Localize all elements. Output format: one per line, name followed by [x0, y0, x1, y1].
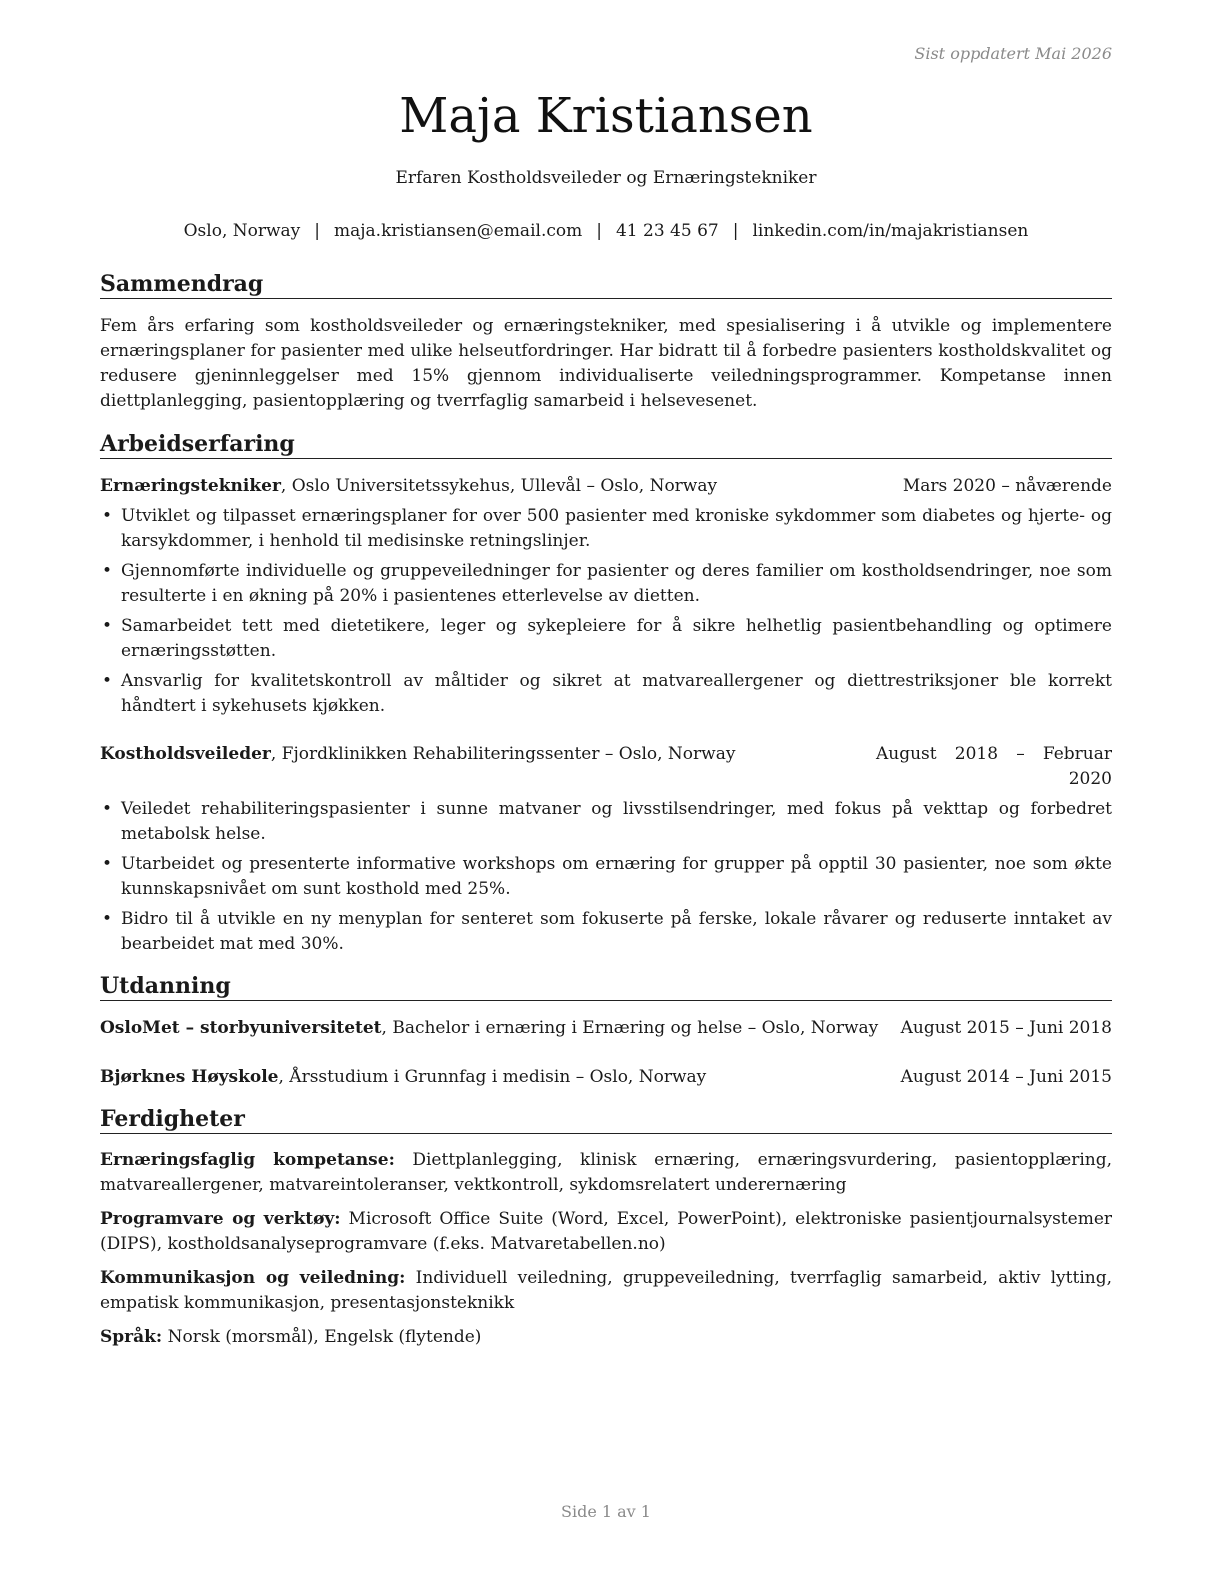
list-item: • Bidro til å utvikle en ny menyplan for senteret som fokuserte på ferske, lokale råvarer og reduserte inntaket av bearbeidet mat med 30%.: [100, 907, 1112, 957]
job-dates: August 2018 – Februar 2020: [876, 744, 1112, 789]
list-item: • Samarbeidet tett med dietetikere, leger og sykepleiere for å sikre helhetlig pasientbehandling og optimere ernæringsstøtten.: [100, 614, 1112, 664]
job-role: Kostholdsveileder: [100, 744, 271, 764]
contact-email[interactable]: maja.kristiansen@email.com: [334, 221, 583, 241]
education-dates: August 2015 – Juni 2018: [900, 1018, 1112, 1038]
education-entry: [100, 1065, 1112, 1090]
skill-label: Ernæringsfaglig kompetanse:: [100, 1150, 395, 1170]
job-dates: Mars 2020 – nåværende: [902, 476, 1112, 496]
skill-group: [100, 1266, 1112, 1316]
list-item: • Ansvarlig for kvalitetskontroll av måltider og sikret at matvareallergener og diettrestriksjoner ble korrekt håndtert i sykehusets kjøkken.: [100, 669, 1112, 719]
list-item: • Utviklet og tilpasset ernæringsplaner for over 500 pasienter med kroniske sykdommer som diabetes og hjerte- og karsykdommer, i henhold til medisinske retningslinjer.: [100, 504, 1112, 554]
contact-line: [100, 219, 1112, 243]
list-item: • Utarbeidet og presenterte informative workshops om ernæring for grupper på opptil 30 pasienter, noe som økte kunnskapsnivået om sunt kosthold med 25%.: [100, 852, 1112, 902]
job-employer: , Oslo Universitetssykehus, Ullevål – Oslo, Norway: [280, 476, 718, 496]
contact-separator: |: [732, 221, 739, 241]
contact-linkedin[interactable]: linkedin.com/in/majakristiansen: [752, 221, 1029, 241]
job-header: [100, 742, 1112, 792]
skill-group: [100, 1207, 1112, 1257]
skill-group: [100, 1148, 1112, 1198]
list-item: • Gjennomførte individuelle og gruppeveiledninger for pasienter og deres familier om kostholdsendringer, noe som resulterte i en økning på 20% i pasientenes etterlevelse av dietten.: [100, 559, 1112, 609]
summary-text: Fem års erfaring som kostholdsveileder og ernæringstekniker, med spesialisering i å utvikle og implementere ernæringsplaner for pasienter med ulike helseutfordringer. Har bidratt til å forbedre pasienters kostholdskvalitet og redusere gjeninnleggelser med 15% gjennom individualiserte veiledningsprogrammer. Kompetanse innen diettplanlegging, pasientopplæring og tverrfaglig samarbeid i helsevesenet.: [100, 316, 1112, 411]
skill-label: Kommunikasjon og veiledning:: [100, 1268, 406, 1288]
education-detail: , Årsstudium i Grunnfag i medisin – Oslo, Norway: [278, 1067, 707, 1087]
skill-label: Programvare og verktøy:: [100, 1209, 341, 1229]
job-header: [100, 474, 1112, 499]
last-updated: Sist oppdatert Mai 2026: [914, 44, 1112, 63]
contact-phone: 41 23 45 67: [615, 221, 719, 241]
job-role: Ernæringstekniker: [100, 476, 281, 496]
list-item: • Veiledet rehabiliteringspasienter i sunne matvaner og livsstilsendringer, med fokus på vekttap og forbedret metabolsk helse.: [100, 797, 1112, 847]
education-school: Bjørknes Høyskole: [100, 1067, 279, 1087]
section-heading-education: Utdanning: [100, 972, 1112, 1001]
job-bullets: [100, 797, 1112, 962]
resume-page: [100, 0, 1112, 1584]
section-heading-summary: Sammendrag: [100, 270, 1112, 299]
section-heading-experience: Arbeidserfaring: [100, 430, 1112, 459]
person-name: Maja Kristiansen: [399, 88, 813, 144]
job-employer: , Fjordklinikken Rehabiliteringssenter – Oslo, Norway: [270, 744, 736, 764]
skill-text: Norsk (morsmål), Engelsk (flytende): [162, 1327, 482, 1347]
contact-location: Oslo, Norway: [183, 221, 301, 241]
education-dates: August 2014 – Juni 2015: [900, 1067, 1112, 1087]
job-bullets: [100, 504, 1112, 724]
skill-text: Individuell veiledning, gruppeveiledning, tverrfaglig samarbeid, aktiv lytting, empatisk kommunikasjon, presentasjonsteknikk: [100, 1268, 1112, 1313]
professional-title: Erfaren Kostholdsveileder og Ernæringstekniker: [395, 168, 817, 188]
skill-text: Diettplanlegging, klinisk ernæring, ernæringsvurdering, pasientopplæring, matvareallergener, matvareintoleranser, vektkontroll, sykdomsrelatert underernæring: [100, 1150, 1112, 1195]
education-entry: [100, 1016, 1112, 1041]
contact-separator: |: [596, 221, 602, 241]
section-heading-skills: Ferdigheter: [100, 1105, 1112, 1134]
education-detail: , Bachelor i ernæring i Ernæring og helse – Oslo, Norway: [381, 1018, 879, 1038]
contact-separator: |: [314, 221, 321, 241]
skill-label: Språk:: [100, 1327, 163, 1347]
page-number: Side 1 av 1: [561, 1502, 651, 1521]
skill-group: [100, 1325, 1112, 1350]
skill-text: Microsoft Office Suite (Word, Excel, PowerPoint), elektroniske pasientjournalsystemer (DIPS), kostholdsanalyseprogramvare (f.eks. Matvaretabellen.no): [100, 1209, 1113, 1254]
education-school: OsloMet – storbyuniversitetet: [100, 1018, 382, 1038]
